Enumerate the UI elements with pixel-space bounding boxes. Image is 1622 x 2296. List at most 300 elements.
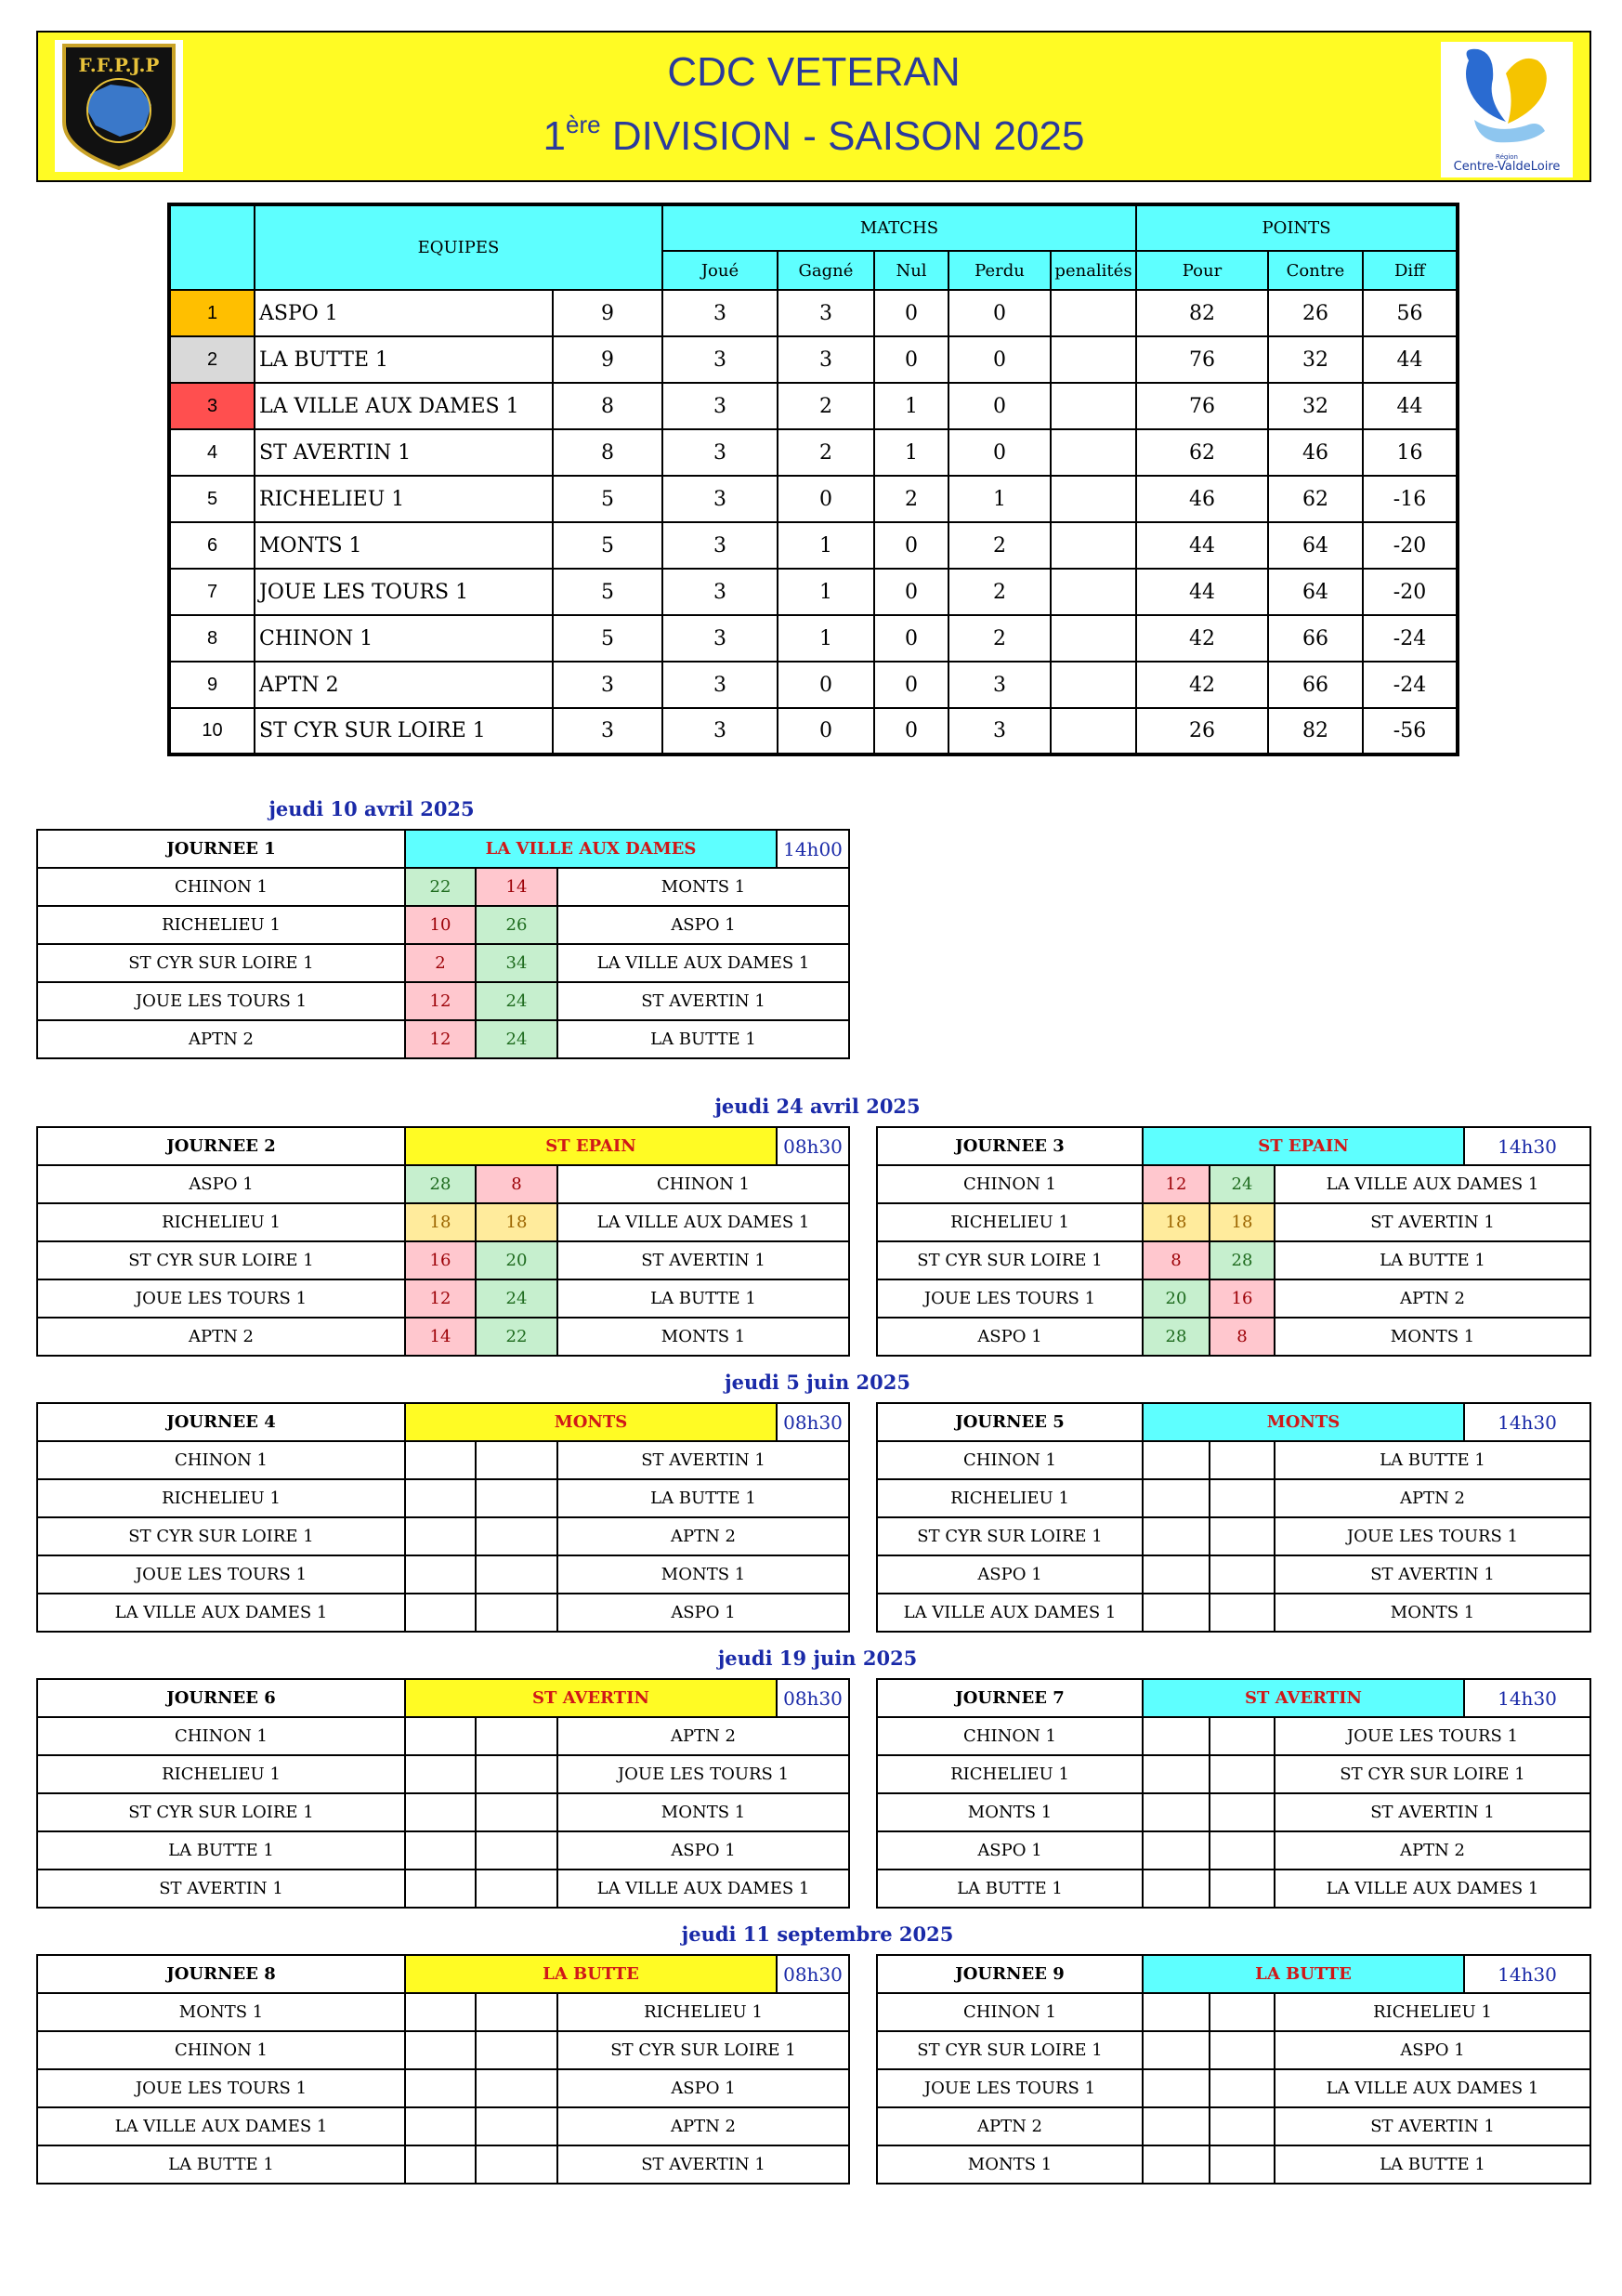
away-score: 8 [476,1165,557,1203]
perdu-header: Perdu [948,251,1051,290]
away-score [476,2107,557,2145]
standings-cell-nul: 0 [874,336,948,383]
away-team: LA VILLE AUX DAMES 1 [1275,2069,1590,2107]
standings-cell-perdu: 2 [948,615,1051,662]
journee-header-row [37,1127,849,1165]
standings-cell-joue: 3 [662,708,778,754]
home-team: CHINON 1 [37,1717,405,1755]
home-score [405,1717,476,1755]
home-team: ASPO 1 [877,1555,1143,1594]
away-team: LA BUTTE 1 [1275,1241,1590,1279]
journee-venue: LA BUTTE [405,1955,777,1993]
away-team: JOUE LES TOURS 1 [1275,1717,1590,1755]
home-team: MONTS 1 [877,1793,1143,1831]
away-score: 26 [476,906,557,944]
away-score: 16 [1210,1279,1275,1318]
standings-cell-joue: 3 [662,522,778,569]
away-team: MONTS 1 [557,1555,849,1594]
match-row [877,1831,1590,1870]
match-row [37,906,849,944]
journee-venue: LA VILLE AUX DAMES [405,830,777,868]
standings-cell-contre: 66 [1268,662,1363,708]
match-row [37,1241,849,1279]
home-score: 18 [405,1203,476,1241]
home-team: RICHELIEU 1 [37,1479,405,1517]
home-team: RICHELIEU 1 [37,906,405,944]
match-row [877,1279,1590,1318]
standings-table [167,203,1459,756]
home-score: 16 [405,1241,476,1279]
match-row [37,2107,849,2145]
journee-table-2 [36,1126,850,1357]
match-row [37,2145,849,2184]
away-score [476,1555,557,1594]
journee-table-9 [876,1954,1591,2184]
home-score [1143,2107,1210,2145]
standings-cell-perdu: 0 [948,290,1051,336]
away-score [476,2145,557,2184]
away-score [1210,1441,1275,1479]
home-team: ASPO 1 [877,1318,1143,1356]
home-score: 12 [405,1020,476,1058]
home-score: 10 [405,906,476,944]
page-title: CDC VETERAN [667,49,961,95]
standings-cell-pour: 76 [1136,336,1268,383]
standings-cell-contre: 64 [1268,522,1363,569]
away-team: ASPO 1 [557,1594,849,1632]
standings-cell-gagne: 1 [778,615,874,662]
home-team: ST AVERTIN 1 [37,1870,405,1908]
standings-cell-gagne: 0 [778,708,874,754]
standings-row [169,290,1458,336]
home-team: CHINON 1 [877,1441,1143,1479]
away-team: APTN 2 [1275,1831,1590,1870]
standings-cell-diff: 16 [1363,429,1458,476]
standings-cell-rank: 6 [169,522,255,569]
standings-cell-pen [1051,476,1136,522]
home-team: ST CYR SUR LOIRE 1 [877,1241,1143,1279]
away-team: LA VILLE AUX DAMES 1 [1275,1165,1590,1203]
home-score [405,2107,476,2145]
home-team: JOUE LES TOURS 1 [37,1279,405,1318]
home-score [1143,1555,1210,1594]
match-row [877,1479,1590,1517]
match-row [877,1441,1590,1479]
away-team: LA VILLE AUX DAMES 1 [557,944,849,982]
standings-cell-joue: 3 [662,615,778,662]
standings-cell-pts: 5 [553,476,662,522]
journee-table-7 [876,1678,1591,1909]
home-team: APTN 2 [877,2107,1143,2145]
home-score [1143,1441,1210,1479]
standings-cell-joue: 3 [662,383,778,429]
away-team: ST CYR SUR LOIRE 1 [1275,1755,1590,1793]
matchs-header: MATCHS [662,204,1136,251]
match-row [37,1831,849,1870]
match-row [877,1318,1590,1356]
away-team: ST CYR SUR LOIRE 1 [557,2031,849,2069]
region-logo [1441,42,1573,177]
page-header [36,31,1591,182]
standings-cell-pen [1051,290,1136,336]
away-team: CHINON 1 [557,1165,849,1203]
standings-cell-team: RICHELIEU 1 [255,476,553,522]
standings-cell-diff: 44 [1363,383,1458,429]
home-team: ST CYR SUR LOIRE 1 [37,944,405,982]
home-team: LA VILLE AUX DAMES 1 [37,2107,405,2145]
away-score: 8 [1210,1318,1275,1356]
home-score [405,1594,476,1632]
standings-cell-diff: 56 [1363,290,1458,336]
standings-cell-gagne: 1 [778,569,874,615]
match-row [877,1241,1590,1279]
standings-cell-team: CHINON 1 [255,615,553,662]
away-team: ST AVERTIN 1 [1275,1793,1590,1831]
diff-header: Diff [1363,251,1458,290]
away-score [1210,1993,1275,2031]
journee-venue: ST AVERTIN [1143,1679,1464,1717]
away-team: LA BUTTE 1 [557,1279,849,1318]
away-score [1210,1793,1275,1831]
logo-right-text: Centre-ValdeLoire [1453,160,1561,174]
away-team: ST AVERTIN 1 [1275,1555,1590,1594]
penalites-header: penalités [1051,251,1136,290]
standings-cell-rank: 7 [169,569,255,615]
standings-cell-pen [1051,429,1136,476]
standings-cell-team: ST CYR SUR LOIRE 1 [255,708,553,754]
journee-label: JOURNEE 2 [37,1127,405,1165]
home-score [405,2031,476,2069]
away-team: ST AVERTIN 1 [557,1441,849,1479]
match-row [37,1594,849,1632]
journee-time: 14h30 [1464,1403,1590,1441]
match-row [877,1993,1590,2031]
home-team: RICHELIEU 1 [877,1203,1143,1241]
journee-label: JOURNEE 4 [37,1403,405,1441]
home-score: 2 [405,944,476,982]
away-score [476,1717,557,1755]
journee-time: 08h30 [777,1679,849,1717]
journee-table-4 [36,1402,850,1633]
journee-time: 14h30 [1464,1955,1590,1993]
away-team: APTN 2 [557,2107,849,2145]
away-score: 34 [476,944,557,982]
away-team: ST AVERTIN 1 [557,982,849,1020]
journee-label: JOURNEE 1 [37,830,405,868]
date-journees-4-5: jeudi 5 juin 2025 [725,1371,910,1394]
standings-cell-nul: 1 [874,383,948,429]
match-row [877,1165,1590,1203]
date-journee-1: jeudi 10 avril 2025 [268,797,475,820]
standings-cell-diff: -56 [1363,708,1458,754]
logo-right-small: Région [1496,153,1518,161]
away-score: 20 [476,1241,557,1279]
standings-cell-gagne: 0 [778,476,874,522]
standings-cell-pour: 42 [1136,615,1268,662]
home-score [1143,1755,1210,1793]
nul-header: Nul [874,251,948,290]
away-team: MONTS 1 [1275,1318,1590,1356]
home-team: JOUE LES TOURS 1 [37,2069,405,2107]
standings-cell-perdu: 0 [948,383,1051,429]
home-score: 28 [405,1165,476,1203]
match-row [37,1441,849,1479]
match-row [877,1203,1590,1241]
standings-cell-nul: 0 [874,662,948,708]
standings-cell-contre: 32 [1268,383,1363,429]
standings-cell-pts: 3 [553,662,662,708]
match-row [877,1755,1590,1793]
home-team: RICHELIEU 1 [37,1755,405,1793]
home-team: JOUE LES TOURS 1 [877,2069,1143,2107]
standings-cell-pts: 5 [553,615,662,662]
away-score [476,1441,557,1479]
standings-cell-pour: 82 [1136,290,1268,336]
home-team: ST CYR SUR LOIRE 1 [877,2031,1143,2069]
journee-time: 14h30 [1464,1679,1590,1717]
standings-cell-gagne: 3 [778,290,874,336]
contre-header: Contre [1268,251,1363,290]
away-team: LA VILLE AUX DAMES 1 [557,1870,849,1908]
home-team: JOUE LES TOURS 1 [877,1279,1143,1318]
standings-cell-team: ST AVERTIN 1 [255,429,553,476]
away-score [476,1870,557,1908]
away-score [1210,2069,1275,2107]
home-score [1143,1479,1210,1517]
standings-cell-rank: 1 [169,290,255,336]
standings-cell-pts: 3 [553,708,662,754]
home-score [1143,1831,1210,1870]
standings-cell-nul: 0 [874,708,948,754]
standings-row [169,662,1458,708]
home-team: RICHELIEU 1 [37,1203,405,1241]
away-score: 14 [476,868,557,906]
journee-venue: ST EPAIN [405,1127,777,1165]
away-score [476,2069,557,2107]
date-journees-6-7: jeudi 19 juin 2025 [717,1647,918,1670]
journee-venue: LA BUTTE [1143,1955,1464,1993]
home-score: 12 [405,982,476,1020]
standings-cell-joue: 3 [662,662,778,708]
home-score [405,1793,476,1831]
standings-cell-joue: 3 [662,476,778,522]
journee-header-row [877,1127,1590,1165]
away-team: APTN 2 [557,1717,849,1755]
home-team: ASPO 1 [877,1831,1143,1870]
journee-table-1 [36,829,850,1059]
standings-cell-pen [1051,336,1136,383]
journee-label: JOURNEE 7 [877,1679,1143,1717]
journee-time: 14h00 [777,830,849,868]
away-team: RICHELIEU 1 [1275,1993,1590,2031]
home-team: LA BUTTE 1 [37,1831,405,1870]
gagne-header: Gagné [778,251,874,290]
away-score [476,1793,557,1831]
home-team: APTN 2 [37,1318,405,1356]
home-score [405,1755,476,1793]
home-score [1143,1594,1210,1632]
home-score [405,1993,476,2031]
journee-header-row [37,1403,849,1441]
match-row [37,1165,849,1203]
standings-cell-pts: 9 [553,336,662,383]
logo-left-text: F.F.P.J.P [78,54,160,76]
date-journees-2-3: jeudi 24 avril 2025 [714,1095,921,1118]
pour-header: Pour [1136,251,1268,290]
home-team: ST CYR SUR LOIRE 1 [877,1517,1143,1555]
standings-cell-contre: 64 [1268,569,1363,615]
home-team: RICHELIEU 1 [877,1479,1143,1517]
away-team: ASPO 1 [557,2069,849,2107]
away-score: 24 [1210,1165,1275,1203]
journee-header-row [37,1679,849,1717]
journee-time: 08h30 [777,1955,849,1993]
standings-cell-diff: -24 [1363,662,1458,708]
away-team: MONTS 1 [557,868,849,906]
match-row [877,1793,1590,1831]
away-score [1210,1479,1275,1517]
home-team: ST CYR SUR LOIRE 1 [37,1517,405,1555]
away-team: LA BUTTE 1 [1275,2145,1590,2184]
standings-cell-team: LA BUTTE 1 [255,336,553,383]
away-team: ST AVERTIN 1 [1275,2107,1590,2145]
standings-cell-contre: 62 [1268,476,1363,522]
standings-cell-rank: 9 [169,662,255,708]
match-row [37,1479,849,1517]
home-team: CHINON 1 [37,868,405,906]
journee-label: JOURNEE 5 [877,1403,1143,1441]
standings-row [169,476,1458,522]
away-team: ASPO 1 [1275,2031,1590,2069]
away-score [1210,2145,1275,2184]
joue-header: Joué [662,251,778,290]
match-row [37,1279,849,1318]
home-team: LA BUTTE 1 [877,1870,1143,1908]
away-team: ST AVERTIN 1 [1275,1203,1590,1241]
away-score: 24 [476,1279,557,1318]
standings-cell-pen [1051,662,1136,708]
home-score [1143,1793,1210,1831]
standings-cell-joue: 3 [662,569,778,615]
standings-cell-perdu: 0 [948,336,1051,383]
standings-cell-perdu: 2 [948,569,1051,615]
standings-cell-perdu: 1 [948,476,1051,522]
journee-table-6 [36,1678,850,1909]
home-score: 14 [405,1318,476,1356]
away-score [1210,1594,1275,1632]
journee-header-row [877,1955,1590,1993]
match-row [877,1870,1590,1908]
standings-cell-team: MONTS 1 [255,522,553,569]
standings-cell-team: JOUE LES TOURS 1 [255,569,553,615]
standings-cell-nul: 0 [874,522,948,569]
journee-header-row [877,1403,1590,1441]
match-row [37,2069,849,2107]
standings-cell-pour: 46 [1136,476,1268,522]
match-row [877,1717,1590,1755]
home-score: 22 [405,868,476,906]
match-row [37,1717,849,1755]
standings-cell-pour: 44 [1136,569,1268,615]
away-team: LA VILLE AUX DAMES 1 [1275,1870,1590,1908]
standings-cell-diff: -20 [1363,522,1458,569]
journee-label: JOURNEE 6 [37,1679,405,1717]
home-score: 18 [1143,1203,1210,1241]
home-score [405,1831,476,1870]
away-team: APTN 2 [557,1517,849,1555]
match-row [37,2031,849,2069]
standings-cell-diff: -24 [1363,615,1458,662]
standings-cell-joue: 3 [662,336,778,383]
away-team: MONTS 1 [557,1793,849,1831]
home-team: MONTS 1 [877,2145,1143,2184]
standings-cell-gagne: 0 [778,662,874,708]
standings-cell-pts: 8 [553,429,662,476]
home-score: 12 [405,1279,476,1318]
standings-cell-diff: -16 [1363,476,1458,522]
home-team: ST CYR SUR LOIRE 1 [37,1241,405,1279]
match-row [37,1517,849,1555]
division-season: DIVISION - SAISON 2025 [600,113,1085,159]
home-team: MONTS 1 [37,1993,405,2031]
journee-time: 08h30 [777,1127,849,1165]
match-row [37,1318,849,1356]
match-row [37,1870,849,1908]
away-score: 24 [476,1020,557,1058]
home-score [1143,1993,1210,2031]
journee-header-row [877,1679,1590,1717]
equipes-header: EQUIPES [255,204,662,290]
away-team: APTN 2 [1275,1479,1590,1517]
away-team: LA VILLE AUX DAMES 1 [557,1203,849,1241]
home-score [405,1479,476,1517]
home-score [405,2145,476,2184]
away-score [1210,1717,1275,1755]
away-team: ASPO 1 [557,906,849,944]
journee-header-row [37,1955,849,1993]
journee-venue: MONTS [1143,1403,1464,1441]
away-score [476,1594,557,1632]
home-score [1143,1717,1210,1755]
standings-row [169,615,1458,662]
home-team: JOUE LES TOURS 1 [37,1555,405,1594]
standings-row [169,569,1458,615]
home-team: LA VILLE AUX DAMES 1 [37,1594,405,1632]
away-team: JOUE LES TOURS 1 [557,1755,849,1793]
standings-cell-gagne: 2 [778,383,874,429]
match-row [37,868,849,906]
standings-cell-rank: 2 [169,336,255,383]
home-team: CHINON 1 [37,1441,405,1479]
away-team: ST AVERTIN 1 [557,2145,849,2184]
away-score [476,1755,557,1793]
journee-venue: MONTS [405,1403,777,1441]
away-score [476,1993,557,2031]
home-score: 28 [1143,1318,1210,1356]
match-row [877,1555,1590,1594]
away-team: LA BUTTE 1 [557,1479,849,1517]
standings-cell-pour: 44 [1136,522,1268,569]
standings-cell-pen [1051,569,1136,615]
standings-cell-nul: 0 [874,615,948,662]
standings-cell-nul: 0 [874,569,948,615]
standings-cell-pen [1051,522,1136,569]
standings-cell-pts: 5 [553,522,662,569]
standings-cell-pen [1051,383,1136,429]
standings-row [169,336,1458,383]
away-team: MONTS 1 [557,1318,849,1356]
away-score: 22 [476,1318,557,1356]
